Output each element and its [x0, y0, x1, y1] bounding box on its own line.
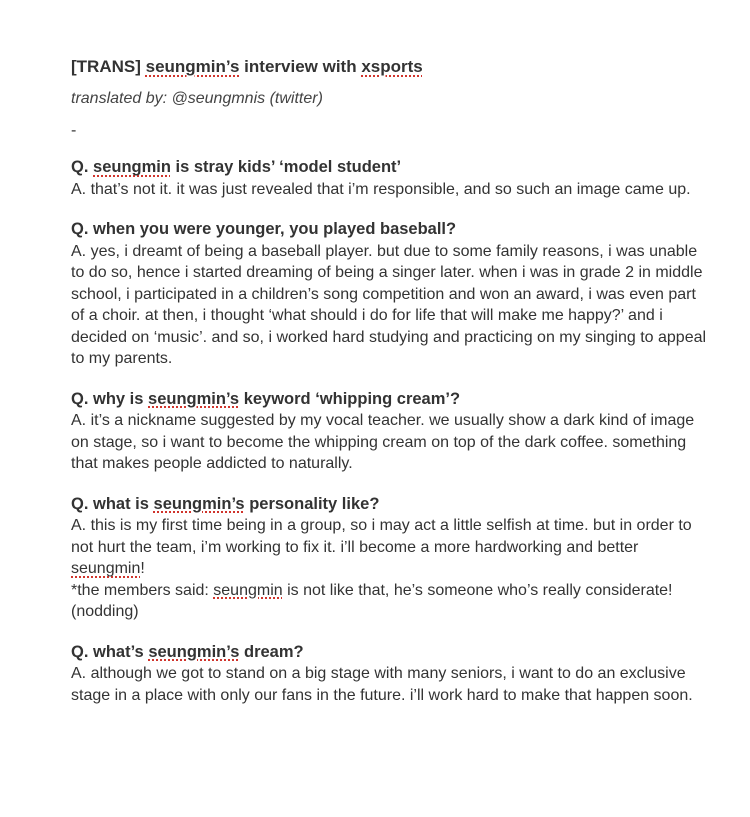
question-3-name: seungmin’s — [148, 389, 240, 408]
question-5 — [71, 642, 710, 664]
answer-4-end: ! — [140, 560, 145, 577]
document-title — [71, 56, 710, 78]
qa-block-4 — [71, 494, 710, 623]
qa-block-5 — [71, 642, 710, 707]
qa-block-1 — [71, 157, 710, 200]
question-5-name: seungmin’s — [148, 642, 240, 661]
members-note-prefix: *the members said: — [71, 581, 214, 599]
question-1-name: seungmin — [93, 158, 171, 176]
answer-4-text: A. this is my first time being in a group, so i may act a little selfish at time. but in order to not hurt the team, i’m working to fix it. i’ll become a more hardworking and better — [71, 517, 692, 556]
question-2: Q. when you were younger, you played baseball? — [71, 220, 457, 238]
qa-block-2 — [71, 219, 710, 370]
qa-block-3 — [71, 389, 710, 475]
title-outlet: xsports — [361, 57, 423, 76]
members-note-name: seungmin — [213, 581, 283, 599]
answer-3: A. it’s a nickname suggested by my vocal teacher. we usually show a dark kind of image on stage, so i want to become the whipping cream on top of the dark coffee. something that makes people addicted to naturally. — [71, 412, 695, 472]
translator-byline: translated by: @seungmnis (twitter) — [71, 90, 323, 107]
answer-2: A. yes, i dreamt of being a baseball player. but due to some family reasons, i was unable to do so, hence i started dreaming of being a singer later. when i was in grade 2 in middle school, i participated in a children’s song competition and won an award, i was even part of a choir. at then, i thought ‘what should i do for life that will make me happy?’ and i decided on ‘music’. and so, i worked hard studying and practicing on my singing to appeal to my parents. — [71, 242, 707, 367]
title-middle: interview with — [239, 57, 362, 76]
question-4-rest: personality like? — [244, 494, 380, 513]
answer-4 — [71, 515, 710, 580]
answer-5: A. although we got to stand on a big stage with many seniors, i want to do an exclusive stage in a place with only our fans in the future. i’ll work hard to make that happen soon. — [71, 665, 693, 704]
title-prefix: [TRANS] — [71, 57, 146, 76]
answer-1: A. that’s not it. it was just revealed that i’m responsible, and so such an image came up. — [71, 180, 691, 198]
question-1-prefix: Q. — [71, 158, 94, 176]
question-4-prefix: Q. what is — [71, 494, 154, 513]
question-5-rest: dream? — [239, 642, 304, 661]
question-3 — [71, 389, 710, 411]
title-name: seungmin’s — [145, 57, 240, 76]
question-1 — [71, 157, 710, 179]
separator-dash: - — [71, 122, 77, 139]
question-3-rest: keyword ‘whipping cream’? — [239, 389, 461, 408]
question-3-prefix: Q. why is — [71, 389, 149, 408]
question-1-rest: is stray kids’ ‘model student’ — [170, 158, 402, 176]
question-5-prefix: Q. what’s — [71, 642, 149, 661]
members-note — [71, 580, 710, 623]
answer-4-name: seungmin — [71, 560, 141, 577]
question-4 — [71, 494, 710, 516]
members-note-rest: is not like that, he’s someone who’s really considerate! (nodding) — [71, 581, 673, 620]
question-4-name: seungmin’s — [153, 494, 245, 513]
